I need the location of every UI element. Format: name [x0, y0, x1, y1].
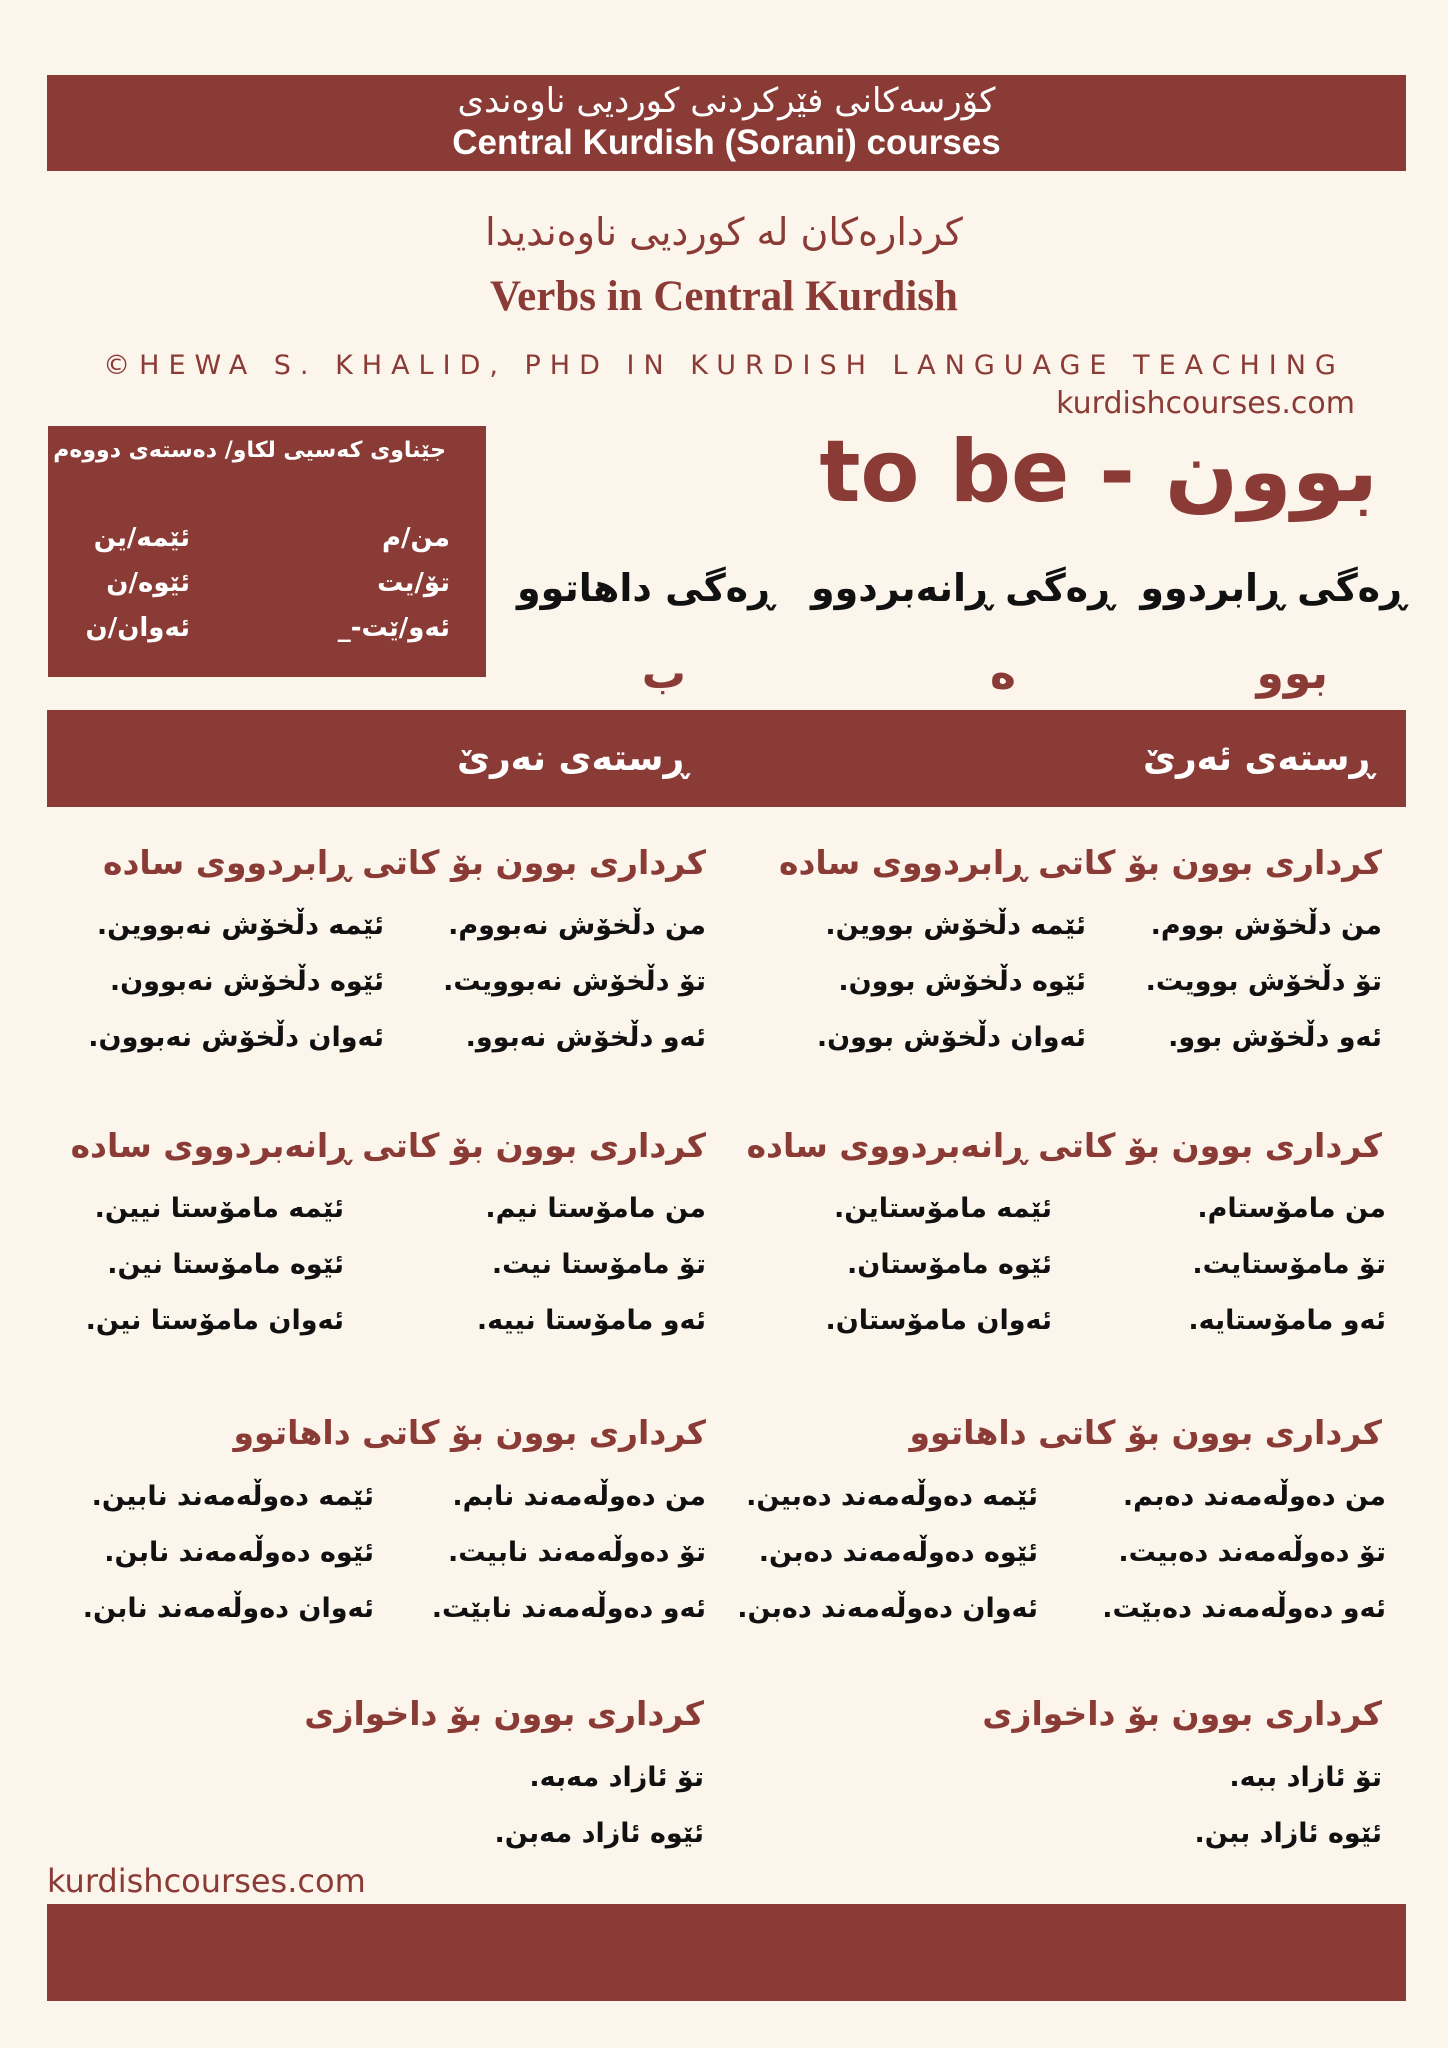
pronoun-box-heading: جێناوی کەسیی لکاو/ دەستەی دووەم: [53, 438, 446, 463]
present-pos-plural-2: ئێوە مامۆستان.: [847, 1249, 1052, 1280]
past-pos-singular-1: من دڵخۆش بووم.: [1150, 910, 1382, 941]
future-neg-plural-2: ئێوە دەوڵەمەند نابن.: [104, 1537, 374, 1568]
section-title-imperative-positive: کرداری بوون بۆ داخوازی: [982, 1694, 1382, 1733]
website-link-top[interactable]: kurdishcourses.com: [1056, 386, 1355, 421]
future-neg-singular-1: من دەوڵەمەند نابم.: [452, 1481, 706, 1512]
future-neg-singular-3: ئەو دەوڵەمەند نابێت.: [431, 1593, 706, 1624]
negative-sentence-label: ڕستەی نەرێ: [456, 738, 688, 779]
doc-title-kurdish: کردارەکان لە کوردیی ناوەندیدا: [485, 210, 963, 254]
present-neg-plural-2: ئێوە مامۆستا نین.: [107, 1249, 344, 1280]
future-pos-plural-1: ئێمە دەوڵەمەند دەبین.: [746, 1481, 1038, 1512]
author-credit: ©HEWA S. KHALID, PHD IN KURDISH LANGUAGE TEACHING: [103, 350, 1345, 381]
present-neg-singular-1: من مامۆستا نیم.: [485, 1193, 706, 1224]
present-neg-singular-3: ئەو مامۆستا نییە.: [476, 1305, 706, 1336]
header-banner: [47, 75, 1406, 171]
future-neg-singular-2: تۆ دەوڵەمەند نابیت.: [447, 1537, 706, 1568]
website-link-bottom[interactable]: kurdishcourses.com: [47, 1862, 366, 1900]
past-neg-plural-1: ئێمە دڵخۆش نەبووین.: [96, 910, 384, 941]
future-pos-plural-2: ئێوە دەوڵەمەند دەبن.: [758, 1537, 1038, 1568]
pronoun-plural-2: ئێوە/ن: [106, 568, 190, 598]
future-pos-singular-2: تۆ دەوڵەمەند دەبیت.: [1118, 1537, 1386, 1568]
doc-title-english: Verbs in Central Kurdish: [490, 273, 958, 320]
section-title-past-positive: کرداری بوون بۆ کاتی ڕابردووی سادە: [778, 843, 1382, 882]
present-pos-plural-1: ئێمە مامۆستاین.: [834, 1193, 1052, 1224]
stem-label-past: ڕەگی ڕابردوو: [1140, 566, 1406, 610]
past-pos-plural-3: ئەوان دڵخۆش بوون.: [816, 1022, 1086, 1053]
section-title-past-negative: کرداری بوون بۆ کاتی ڕابردووی سادە: [102, 843, 706, 882]
header-english-title: Central Kurdish (Sorani) courses: [452, 123, 1001, 162]
present-neg-plural-1: ئێمە مامۆستا نیین.: [94, 1193, 344, 1224]
stem-value-future: ب: [641, 648, 686, 699]
imperative-neg-line-1: تۆ ئازاد مەبە.: [529, 1762, 704, 1793]
present-pos-singular-3: ئەو مامۆستایە.: [1188, 1305, 1386, 1336]
imperative-pos-line-1: تۆ ئازاد ببە.: [1229, 1762, 1382, 1793]
pronoun-singular-1: من/م: [381, 523, 450, 553]
past-neg-singular-3: ئەو دڵخۆش نەبوو.: [465, 1022, 706, 1053]
header-kurdish-title: کۆرسەکانی فێرکردنی کوردیی ناوەندی: [457, 81, 996, 121]
past-neg-plural-3: ئەوان دڵخۆش نەبوون.: [88, 1022, 384, 1053]
future-pos-plural-3: ئەوان دەوڵەمەند دەبن.: [737, 1593, 1038, 1624]
section-title-present-positive: کرداری بوون بۆ کاتی ڕانەبردووی سادە: [746, 1126, 1382, 1165]
stem-label-present: ڕەگی ڕانەبردوو: [811, 566, 1114, 610]
stem-label-future: ڕەگی داهاتوو: [517, 566, 774, 610]
past-neg-plural-2: ئێوە دڵخۆش نەبوون.: [109, 966, 384, 997]
pronoun-box: [48, 426, 486, 677]
section-title-future-positive: کرداری بوون بۆ کاتی داهاتوو: [909, 1413, 1382, 1452]
future-pos-singular-3: ئەو دەوڵەمەند دەبێت.: [1102, 1593, 1386, 1624]
verb-title: to be - بوون: [819, 422, 1378, 522]
past-neg-singular-1: من دڵخۆش نەبووم.: [448, 910, 706, 941]
pronoun-plural-1: ئێمە/ین: [93, 523, 190, 553]
footer-band: [47, 1904, 1406, 2001]
past-pos-plural-1: ئێمە دڵخۆش بووین.: [825, 910, 1086, 941]
present-neg-singular-2: تۆ مامۆستا نیت.: [491, 1249, 706, 1280]
past-pos-plural-2: ئێوە دڵخۆش بوون.: [838, 966, 1086, 997]
present-pos-singular-2: تۆ مامۆستایت.: [1192, 1249, 1386, 1280]
present-pos-plural-3: ئەوان مامۆستان.: [825, 1305, 1052, 1336]
future-neg-plural-1: ئێمە دەوڵەمەند نابین.: [91, 1481, 374, 1512]
section-title-present-negative: کرداری بوون بۆ کاتی ڕانەبردووی سادە: [70, 1126, 706, 1165]
section-title-future-negative: کرداری بوون بۆ کاتی داهاتوو: [233, 1413, 706, 1452]
future-neg-plural-3: ئەوان دەوڵەمەند نابن.: [82, 1593, 374, 1624]
section-title-imperative-negative: کرداری بوون بۆ داخوازی: [304, 1694, 704, 1733]
positive-sentence-label: ڕستەی ئەرێ: [1142, 738, 1374, 779]
past-pos-singular-2: تۆ دڵخۆش بوویت.: [1145, 966, 1382, 997]
imperative-pos-line-2: ئێوە ئازاد ببن.: [1194, 1818, 1382, 1849]
pronoun-plural-3: ئەوان/ن: [85, 613, 190, 643]
stem-value-past: بوو: [1256, 648, 1328, 699]
imperative-neg-line-2: ئێوە ئازاد مەبن.: [494, 1818, 704, 1849]
present-neg-plural-3: ئەوان مامۆستا نین.: [85, 1305, 344, 1336]
present-pos-singular-1: من مامۆستام.: [1197, 1193, 1386, 1224]
pronoun-singular-3: ئەو/ێت-_: [337, 613, 450, 643]
past-neg-singular-2: تۆ دڵخۆش نەبوویت.: [443, 966, 706, 997]
future-pos-singular-1: من دەوڵەمەند دەبم.: [1122, 1481, 1386, 1512]
past-pos-singular-3: ئەو دڵخۆش بوو.: [1168, 1022, 1382, 1053]
sentence-type-band: [47, 710, 1406, 807]
pronoun-singular-2: تۆ/یت: [377, 568, 450, 598]
stem-value-present: ە: [990, 648, 1016, 699]
